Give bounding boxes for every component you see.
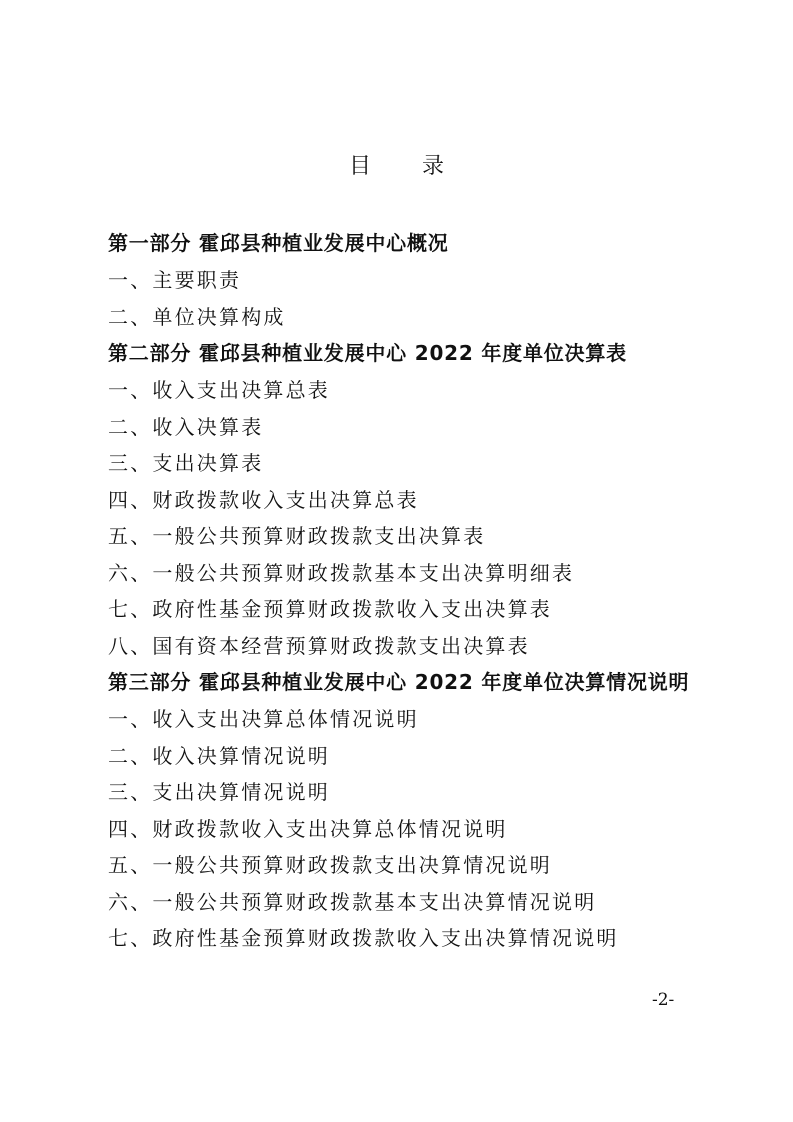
toc-item: 七、政府性基金预算财政拨款收入支出决算情况说明 <box>108 926 619 950</box>
toc-item: 七、政府性基金预算财政拨款收入支出决算表 <box>108 597 552 621</box>
toc-item: 五、一般公共预算财政拨款支出决算表 <box>108 524 486 548</box>
toc-part-heading: 第二部分 霍邱县种植业发展中心 2022 年度单位决算表 <box>108 341 627 365</box>
toc-item: 四、财政拨款收入支出决算总表 <box>108 487 419 512</box>
toc-item: 八、国有资本经营预算财政拨款支出决算表 <box>108 633 530 658</box>
toc-item: 五、一般公共预算财政拨款支出决算情况说明 <box>108 853 552 877</box>
page-title: 目 录 <box>349 154 466 179</box>
page-number: -2- <box>652 990 675 1010</box>
toc-item: 二、收入决算表 <box>108 414 264 439</box>
toc-item: 一、主要职责 <box>108 268 242 292</box>
table-of-contents <box>108 225 708 957</box>
toc-item: 三、支出决算表 <box>108 451 264 475</box>
toc-item: 二、单位决算构成 <box>108 304 286 329</box>
toc-item: 二、收入决算情况说明 <box>108 743 330 768</box>
toc-item: 一、收入支出决算总体情况说明 <box>108 707 419 731</box>
toc-item: 四、财政拨款收入支出决算总体情况说明 <box>108 816 508 841</box>
toc-item: 三、支出决算情况说明 <box>108 780 330 804</box>
toc-item: 六、一般公共预算财政拨款基本支出决算情况说明 <box>108 889 597 914</box>
toc-part-heading: 第一部分 霍邱县种植业发展中心概况 <box>108 231 449 255</box>
toc-item: 一、收入支出决算总表 <box>108 378 330 402</box>
toc-item: 六、一般公共预算财政拨款基本支出决算明细表 <box>108 560 575 585</box>
toc-part-heading: 第三部分 霍邱县种植业发展中心 2022 年度单位决算情况说明 <box>108 670 690 694</box>
